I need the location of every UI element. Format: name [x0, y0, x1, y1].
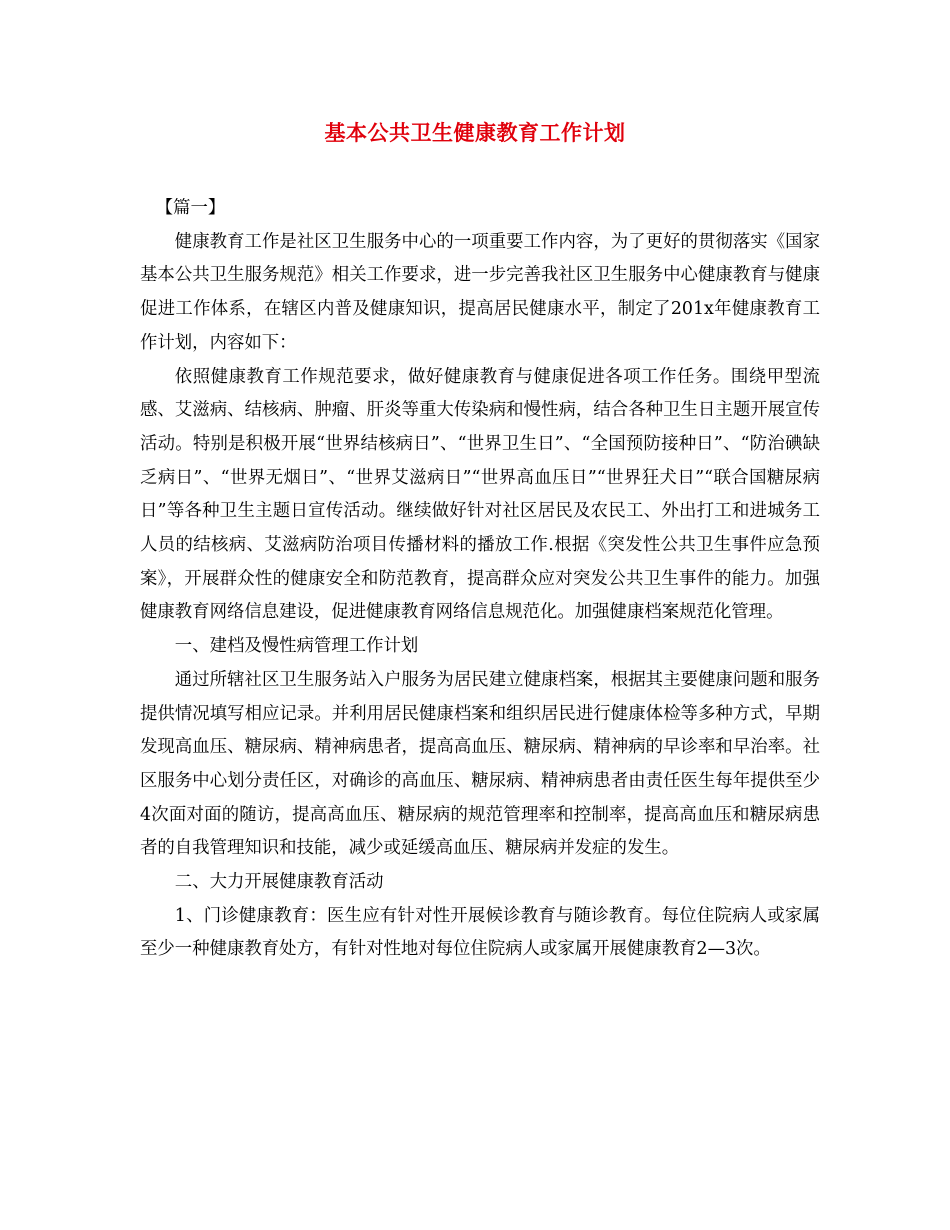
- document-body: [140, 192, 820, 967]
- intro-paragraph: 健康教育工作是社区卫生服务中心的一项重要工作内容，为了更好的贯彻落实《国家基本公共卫生服务规范》相关工作要求，进一步完善我社区卫生服务中心健康教育与健康促进工作体系，在辖区内普及健康知识，提高居民健康水平，制定了201x年健康教育工作计划，内容如下：: [140, 231, 820, 353]
- document-title: 基本公共卫生健康教育工作计划: [324, 120, 626, 145]
- heading-archives-chronic-disease: 一、建档及慢性病管理工作计划: [174, 636, 419, 657]
- activities-paragraph: 依照健康教育工作规范要求，做好健康教育与健康促进各项工作任务。围绕甲型流感、艾滋病、结核病、肿瘤、肝炎等重大传染病和慢性病，结合各种卫生日主题开展宣传活动。特别是积极开展“世界结核病日”、“世界卫生日”、“全国预防接种日”、“防治碘缺乏病日”、“世界无烟日”、“世界艾滋病日”“世界高血压日”“世界狂犬日”“联合国糖尿病日”等各种卫生主题日宣传活动。继续做好针对社区居民及农民工、外出打工和进城务工人员的结核病、艾滋病防治项目传播材料的播放工作.根据《突发性公共卫生事件应急预案》，开展群众性的健康安全和防范教育，提高群众应对突发公共卫生事件的能力。加强健康教育网络信息建设，促进健康教育网络信息规范化。加强健康档案规范化管理。: [140, 366, 820, 623]
- heading-health-education-activities: 二、大力开展健康教育活动: [174, 872, 384, 893]
- section-label: 【篇一】: [155, 198, 226, 218]
- archives-paragraph: 通过所辖社区卫生服务站入户服务为居民建立健康档案，根据其主要健康问题和服务提供情况填写相应记录。并利用居民健康档案和组织居民进行健康体检等多种方式，早期发现高血压、糖尿病、精神病患者，提高高血压、糖尿病、精神病的早诊率和早治率。社区服务中心划分责任区，对确诊的高血压、糖尿病、精神病患者由责任医生每年提供至少4次面对面的随访，提高高血压、糖尿病的规范管理率和控制率，提高高血压和糖尿病患者的自我管理知识和技能，减少或延缓高血压、糖尿病并发症的发生。: [140, 669, 820, 859]
- outpatient-education-paragraph: 1、门诊健康教育：医生应有针对性开展候诊教育与随诊教育。每位住院病人或家属至少一种健康教育处方，有针对性地对每位住院病人或家属开展健康教育2—3次。: [140, 905, 820, 960]
